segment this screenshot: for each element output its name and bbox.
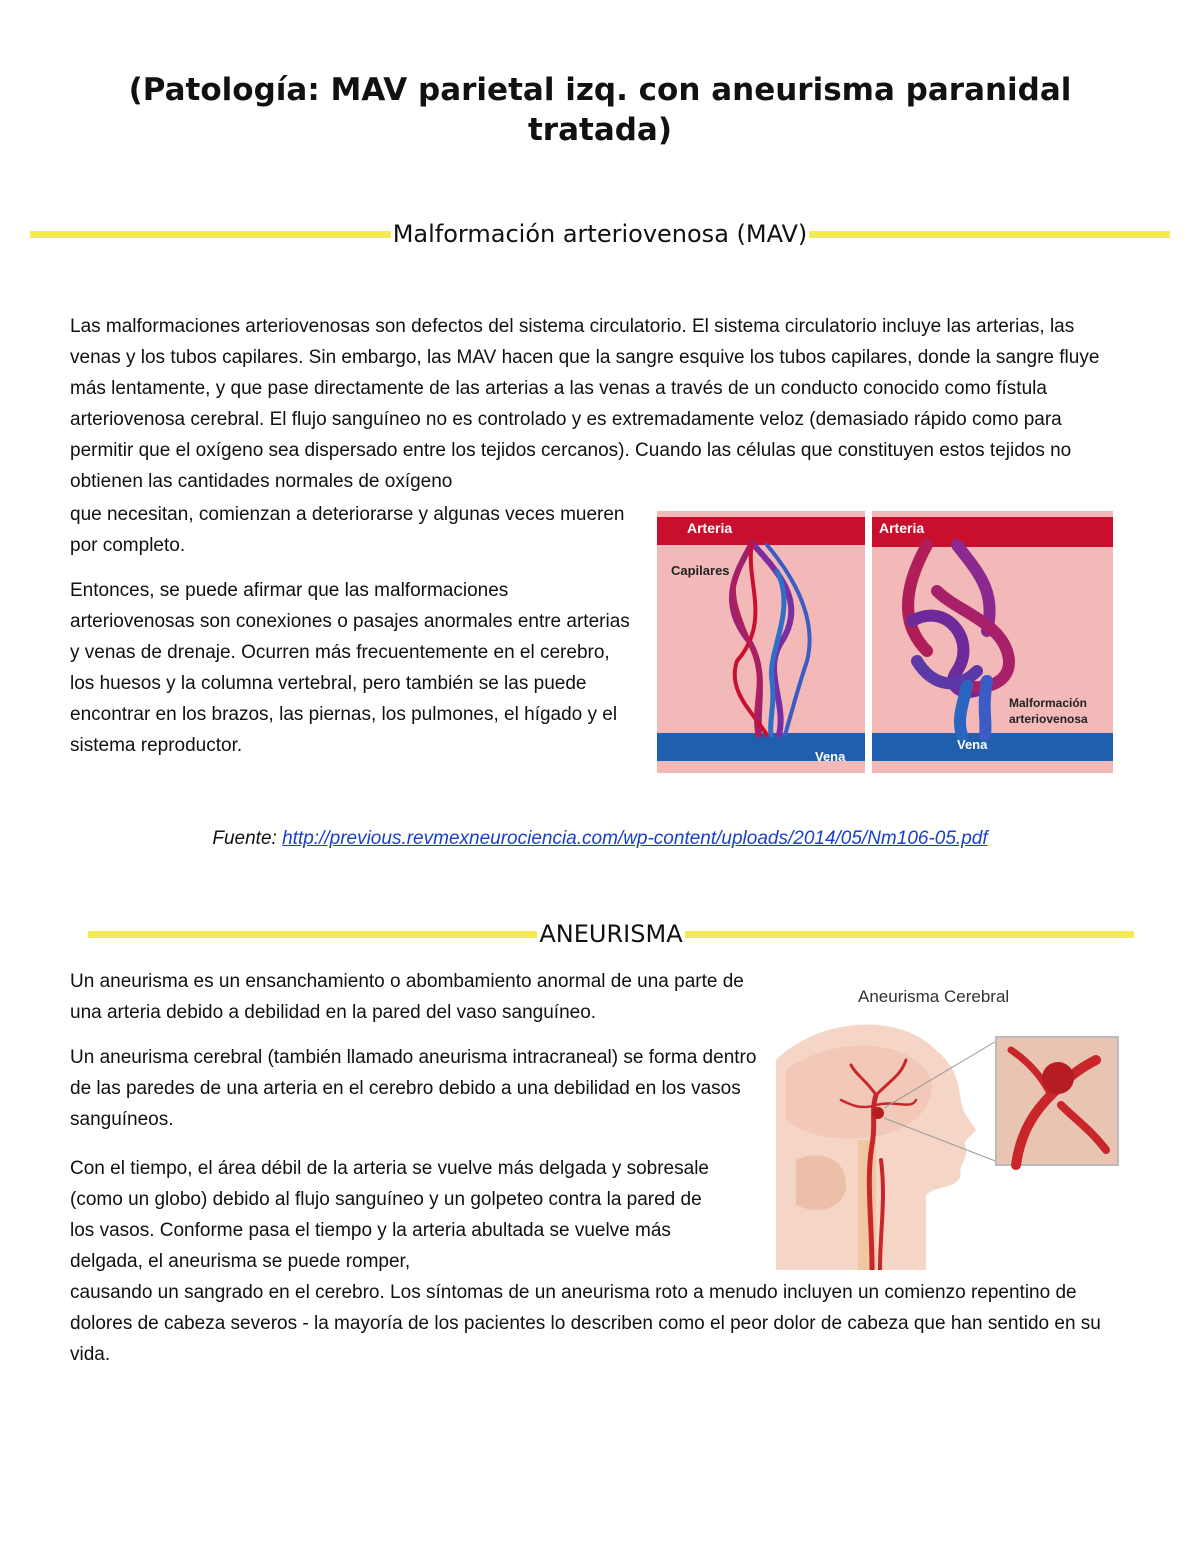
aneurisma-illustration	[776, 980, 1130, 1270]
label-malformacion-2: arteriovenosa	[1009, 712, 1088, 726]
aneurisma-figure-title: Aneurisma Cerebral	[858, 987, 1010, 1006]
heading-aneurisma-text: ANEURISMA	[539, 920, 683, 948]
label-arteria-left: Arteria	[687, 520, 733, 536]
section-heading-aneurisma	[88, 914, 1134, 954]
paragraph-aneurisma-3-continued: causando un sangrado en el cerebro. Los síntomas de un aneurisma roto a menudo incluyen un comienzo repentino de dolores de cabeza severos - la mayoría de los pacientes lo describen como el peor dolor de cabeza que han sentido en su vida.	[70, 1282, 1101, 1365]
page-title: (Patología: MAV parietal izq. con aneurisma paranidal tratada)	[128, 72, 1072, 148]
paragraph-mav-1: Las malformaciones arteriovenosas son defectos del sistema circulatorio. El sistema circulatorio incluye las arterias, las venas y los tubos capilares. Sin embargo, las MAV hacen que la sangre esquive los tubos capilares, donde la sangre fluye más lentamente, y que pase directamente de las arterias a las venas a través de un conducto conocido como fístula arteriovenosa cerebral. El flujo sanguíneo no es controlado y es extremadamente veloz (demasiado rápido como para permitir que el oxígeno sea dispersado entre los tejidos cercanos). Cuando las células que constituyen estos tejidos no obtienen las cantidades normales de oxígeno	[70, 316, 1100, 492]
source-link[interactable]: http://previous.revmexneurociencia.com/wp-content/uploads/2014/05/Nm106-05.pdf	[282, 828, 988, 849]
mav-illustration	[657, 511, 1113, 773]
section-heading-mav	[30, 214, 1170, 254]
paragraph-aneurisma-1: Un aneurisma es un ensanchamiento o abombamiento anormal de una parte de una arteria debido a debilidad en la pared del vaso sanguíneo.	[70, 971, 744, 1023]
label-capilares: Capilares	[671, 563, 730, 578]
label-vena-right: Vena	[957, 737, 988, 752]
paragraph-aneurisma-2: Un aneurisma cerebral (también llamado aneurisma intracraneal) se forma dentro de las paredes de una arteria en el cerebro debido a una debilidad en los vasos sanguíneos.	[70, 1047, 757, 1130]
paragraph-mav-1-continued: que necesitan, comienzan a deteriorarse y algunas veces mueren por completo.	[70, 504, 625, 556]
source-prefix: Fuente:	[212, 828, 283, 849]
mav-diagram	[657, 511, 1113, 773]
aneurisma-diagram	[776, 980, 1130, 1270]
label-arteria-right: Arteria	[879, 520, 925, 536]
source-citation	[150, 824, 1050, 854]
heading-mav-text: Malformación arteriovenosa (MAV)	[392, 220, 808, 248]
label-malformacion-1: Malformación	[1009, 696, 1088, 710]
paragraph-aneurisma-3: Con el tiempo, el área débil de la arteria se vuelve más delgada y sobresale (como un globo) debido al flujo sanguíneo y un golpeteo contra la pared de los vasos. Conforme pasa el tiempo y la arteria abultada se vuelve más delgada, el aneurisma se puede romper,	[70, 1158, 709, 1272]
label-vena-left: Vena	[815, 749, 846, 764]
paragraph-mav-2: Entonces, se puede afirmar que las malformaciones arteriovenosas son conexiones o pasajes anormales entre arterias y venas de drenaje. Ocurren más frecuentemente en el cerebro, los huesos y la columna vertebral, pero también se las puede encontrar en los brazos, las piernas, los pulmones, el hígado y el sistema reproductor.	[70, 580, 630, 756]
